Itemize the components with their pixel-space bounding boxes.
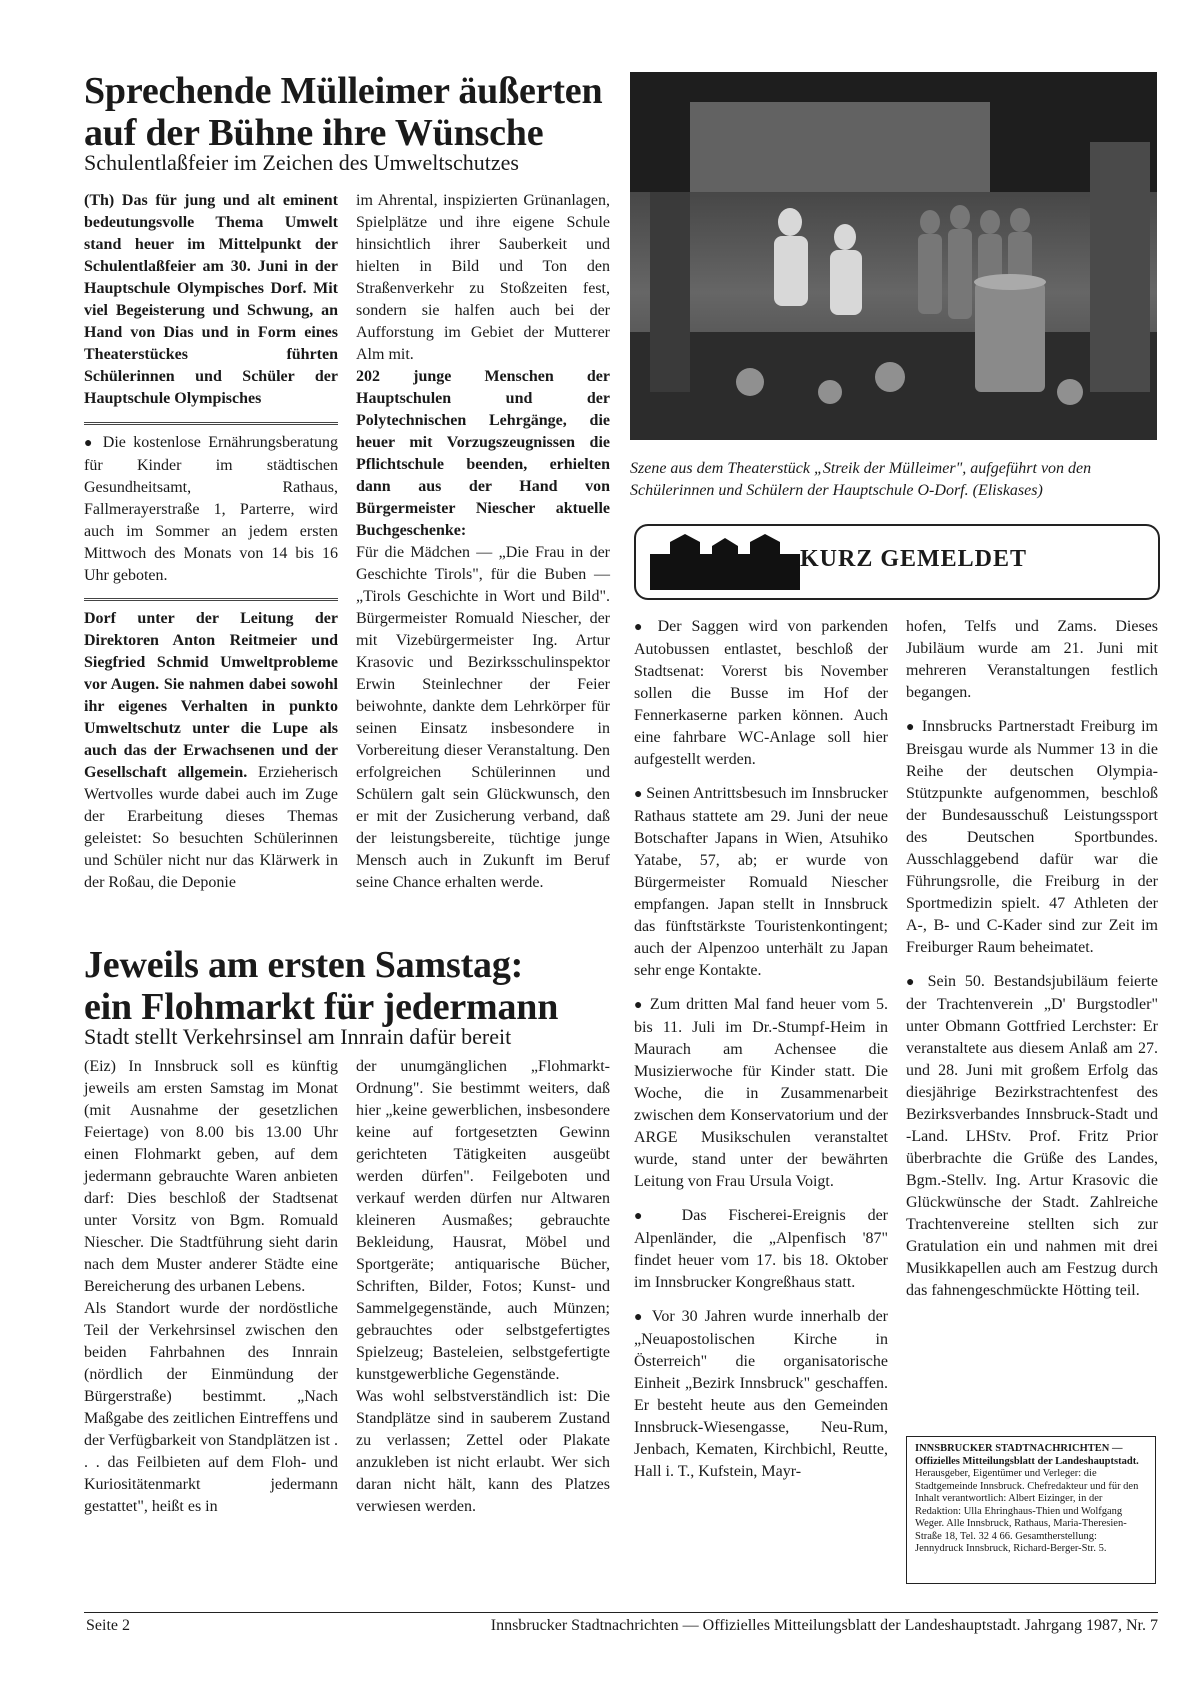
article1-column-1 (84, 190, 338, 410)
article1-column-2 (356, 190, 610, 894)
article1-subheadline: Schulentlaßfeier im Zeichen des Umweltschutzes (84, 150, 519, 175)
divider (84, 598, 338, 601)
headline-line: Sprechende Mülleimer äußerten (84, 70, 603, 112)
article2-headline (84, 944, 624, 1028)
divider (84, 422, 338, 425)
footer-page-number: Seite 2 (86, 1617, 130, 1634)
article1-body: Erzieherisch Wertvolles wurde dabei auch im Zuge der Erarbeitung dieses Themas geleistet: So besuchten Schülerinnen und Schüler nicht nur das Klärwerk in der Roßau, die Deponie (84, 764, 338, 891)
theater-photo (630, 72, 1157, 440)
kurz-item: ● Zum dritten Mal fand heuer vom 5. bis 11. Juli im Dr.-Stumpf-Heim in Maurach am Achensee die Musizierwoche für Kinder statt. Die Woche, die in Zusammenarbeit zwischen dem Konservatorium und der ARGE Musikschulen veranstaltet wurde, stand unter der bewährten Leitung von Frau Ursula Voigt. (634, 994, 888, 1193)
city-silhouette-icon (650, 534, 800, 590)
article1-lead: (Th) Das für jung und alt eminent bedeutungsvolle Thema Umwelt stand heuer im Mittelpunkt der Schulentlaßfeier am 30. Juni in der Hauptschule Olympisches Dorf. Mit viel Begeisterung und Schwung, an Hand von Dias und in Form eines Theaterstückes führten Schülerinnen und Schüler der Hauptschule Olympisches (84, 192, 338, 407)
article1-body: im Ahrental, inspizierten Grünanlagen, Spielplätze und ihre eigene Schule hinsichtlich ihrer Sauberkeit und hielten in Bild und Ton den Straßenverkehr zu Stoßzeiten fest, sondern sie halfen auch bei der Aufforstung im Gebiet der Mutterer Alm mit. (356, 192, 610, 363)
imprint-body: Herausgeber, Eigentümer und Verleger: die Stadtgemeinde Innsbruck. Chefredakteur und für den Inhalt verantwortlich: Albert Eizinger, in der Redaktion: Ulla Ehringhaus-Thien und Wolfgang Weger. Alle Innsbruck, Rathaus, Maria-Theresien-Straße 18, Tel. 32 4 66. Gesamtherstellung: Jennydruck Innsbruck, Richard-Berger-Str. 5. (915, 1468, 1139, 1554)
notice-text: ● Die kostenlose Ernährungsberatung für Kinder im städtischen Gesundheitsamt, Rathaus, Fallmerayerstraße 1, Parterre, wird auch im Sommer an jedem ersten Mittwoch des Monats von 14 bis 16 Uhr geboten. (84, 432, 338, 587)
headline-line: auf der Bühne ihre Wünsche (84, 112, 544, 154)
footer-masthead: Innsbrucker Stadtnachrichten — Offizielles Mitteilungsblatt der Landeshauptstadt. Jahrgang 1987, Nr. 7 (490, 1617, 1158, 1634)
kurz-item: ● Vor 30 Jahren wurde innerhalb der „Neuapostolischen Kirche in Österreich" die organisatorische Einheit „Bezirk Innsbruck" geschaffen. Er besteht heute aus den Gemeinden Innsbruck-Wiesengasse, Neu-Rum, Jenbach, Kematen, Kirchbichl, Reutte, Hall i. T., Kufstein, Mayr- (634, 1306, 888, 1483)
photo-caption: Szene aus dem Theaterstück „Streik der Mülleimer", aufgeführt von den Schülerinnen und Schülern der Hauptschule O-Dorf. (Eliskases) (630, 460, 1092, 499)
article2-body: der unumgänglichen „Flohmarkt-Ordnung". Sie bestimmt weiters, daß hier „keine gewerblichen, insbesondere keine auf fortgesetzten Gewinn gerichteten Tätigkeiten ausgeübt werden dürfen". Feilgeboten und verkauf werden dürfen nur Altwaren kleineren Ausmaßes; gebrauchte Bekleidung, Hausrat, Möbel und Sportgeräte; antiquarische Bücher, Schriften, Bilder, Fotos; Kunst- und Sammelgegenstände, auch Münzen; gebrauchtes oder selbstgefertigtes Spielzeug; Basteleien, selbstgefertigte kunstgewerbliche Gegenstände. (356, 1058, 610, 1383)
kurz-column-2 (906, 616, 1158, 1302)
photo-illustration (630, 72, 1157, 440)
article2-body: Als Standort wurde der nordöstliche Teil der Verkehrsinsel zwischen den beiden Fahrbahnen des Innrain (nördlich der Einmündung der Bürgerstraße) bestimmt. „Nach Maßgabe des zeitlichen Eintreffens und der Verfügbarkeit von Standplätzen ist . . . das Feilbieten auf dem Floh- und Kuriositätenmarkt jedermann gestattet", heißt es in (84, 1300, 338, 1515)
kurz-item: ● Das Fischerei-Ereignis der Alpenländer, die „Alpenfisch '87" findet heuer vom 17. bis 18. Oktober im Innsbrucker Kongreßhaus statt. (634, 1205, 888, 1294)
article1-column-1-cont (84, 608, 338, 894)
article1-headline (84, 70, 604, 154)
article1-bold: 202 junge Menschen der Hauptschulen und der Polytechnischen Lehrgänge, die heuer mit Vorzugszeugnissen die Pflichtschule beenden, erhielten dann aus der Hand von Bürgermeister Niescher aktuelle Buchgeschenke: (356, 368, 610, 539)
kurz-gemeldet-title: KURZ GEMELDET (800, 546, 1028, 572)
kurz-item: ● Sein 50. Bestandsjubiläum feierte der Trachtenverein „D' Burgstodler" unter Obmann Gottfried Lerchster: Er veranstaltete aus diesem Anlaß am 27. und 28. Juni mit großem Erfolg das diesjährige Bezirkstrachtenfest des Bezirksverbandes Innsbruck-Stadt und -Land. LHStv. Prof. Fritz Prior überbrachte die Grüße des Landes, Bgm.-Stellv. Ing. Artur Krasovic die Glückwünsche der Stadt. Zahlreiche Trachtenvereine stellten sich zur Gratulation ein und nahmen mit drei Musikkapellen auch am Festzug durch das fahnengeschmückte Hötting teil. (906, 971, 1158, 1302)
headline-line: Jeweils am ersten Samstag: (84, 944, 524, 986)
article2-body: (Eiz) In Innsbruck soll es künftig jeweils am ersten Samstag im Monat (mit Ausnahme der gesetzlichen Feiertage) von 8.00 bis 13.00 Uhr einen Flohmarkt geben, auf dem jedermann gebrauchte Waren anbieten darf: Dies beschloß der Stadtsenat unter Vorsitz von Bgm. Romuald Niescher. Die Stadtführung sieht darin nach dem Muster anderer Städte eine Bereicherung des urbanen Lebens. (84, 1058, 338, 1295)
kurz-gemeldet-header (634, 524, 1160, 600)
kurz-column-1 (634, 616, 888, 1483)
kurz-item-cont: hofen, Telfs und Zams. Dieses Jubiläum wurde am 21. Juni mit mehreren Veranstaltungen festlich begangen. (906, 618, 1158, 701)
imprint-head: INNSBRUCKER STADTNACHRICHTEN — Offizielles Mitteilungsblatt der Landeshauptstadt. (915, 1443, 1139, 1467)
imprint-box (906, 1436, 1156, 1584)
article2-body: Was wohl selbstverständlich ist: Die Standplätze sind in sauberem Zustand zu verlassen; Zettel oder Plakate anzukleben ist nicht erlaubt. Wer sich daran nicht hält, kann des Platzes verwiesen werden. (356, 1388, 610, 1515)
article1-body: Für die Mädchen — „Die Frau in der Geschichte Tirols", für die Buben — „Tirols Geschichte in Wort und Bild". Bürgermeister Romuald Niescher, der mit Vizebürgermeister Ing. Artur Krasovic und Bezirksschulinspektor Erwin Steinlechner der Feier beiwohnte, dankte dem Lehrkörper für seinen Einsatz insbesondere in Vorbereitung dieser Veranstaltung. Den erfolgreichen Schülerinnen und Schülern galt sein Glückwunsch, den er mit der Zusicherung verband, daß der leistungsbereite, tüchtige junge Mensch auch in Zukunft im Beruf seine Chance erhalten werde. (356, 544, 610, 891)
headline-line: ein Flohmarkt für jedermann (84, 986, 559, 1028)
footer-rule (84, 1612, 1158, 1613)
article1-lead-cont: Dorf unter der Leitung der Direktoren Anton Reitmeier und Siegfried Schmid Umweltprobleme vor Augen. Sie nahmen dabei sowohl ihr eigenes Verhalten in punkto Umweltschutz unter die Lupe als auch das der Erwachsenen und der Gesellschaft allgemein. (84, 610, 338, 781)
article2-column-2 (356, 1056, 610, 1518)
kurz-item: ● Innsbrucks Partnerstadt Freiburg im Breisgau wurde als Nummer 13 in die Reihe der deutschen Olympia-Stützpunkte aufgenommen, beschloß der Bundesausschuß Leistungssport des Deutschen Sportbundes. Ausschlaggebend dafür war die Führungsrolle, die Freiburg in der Sportmedizin spielt. 47 Athleten der A-, B- und C-Kader sind zur Zeit im Freiburger Raum beheimatet. (906, 716, 1158, 959)
kurz-item: ● Seinen Antrittsbesuch im Innsbrucker Rathaus stattete am 29. Juni der neue Botschafter Japans in Wien, Atsuhiko Yatabe, 57, ab; er wurde von Bürgermeister Romuald Niescher empfangen. Japan stellt in Innsbruck das fünftstärkste Touristenkontingent; auch der Alpenzoo unterhält zu Japan sehr enge Kontakte. (634, 783, 888, 982)
article2-subheadline: Stadt stellt Verkehrsinsel am Innrain dafür bereit (84, 1024, 512, 1049)
health-notice (84, 432, 338, 587)
article2-column-1 (84, 1056, 338, 1518)
kurz-item: ● Der Saggen wird von parkenden Autobussen entlastet, beschloß der Stadtsenat: Vorerst bis November sollen die Busse im Hof der Fennerkaserne parken können. Auch eine fahrbare WC-Anlage soll hier aufgestellt werden. (634, 616, 888, 771)
